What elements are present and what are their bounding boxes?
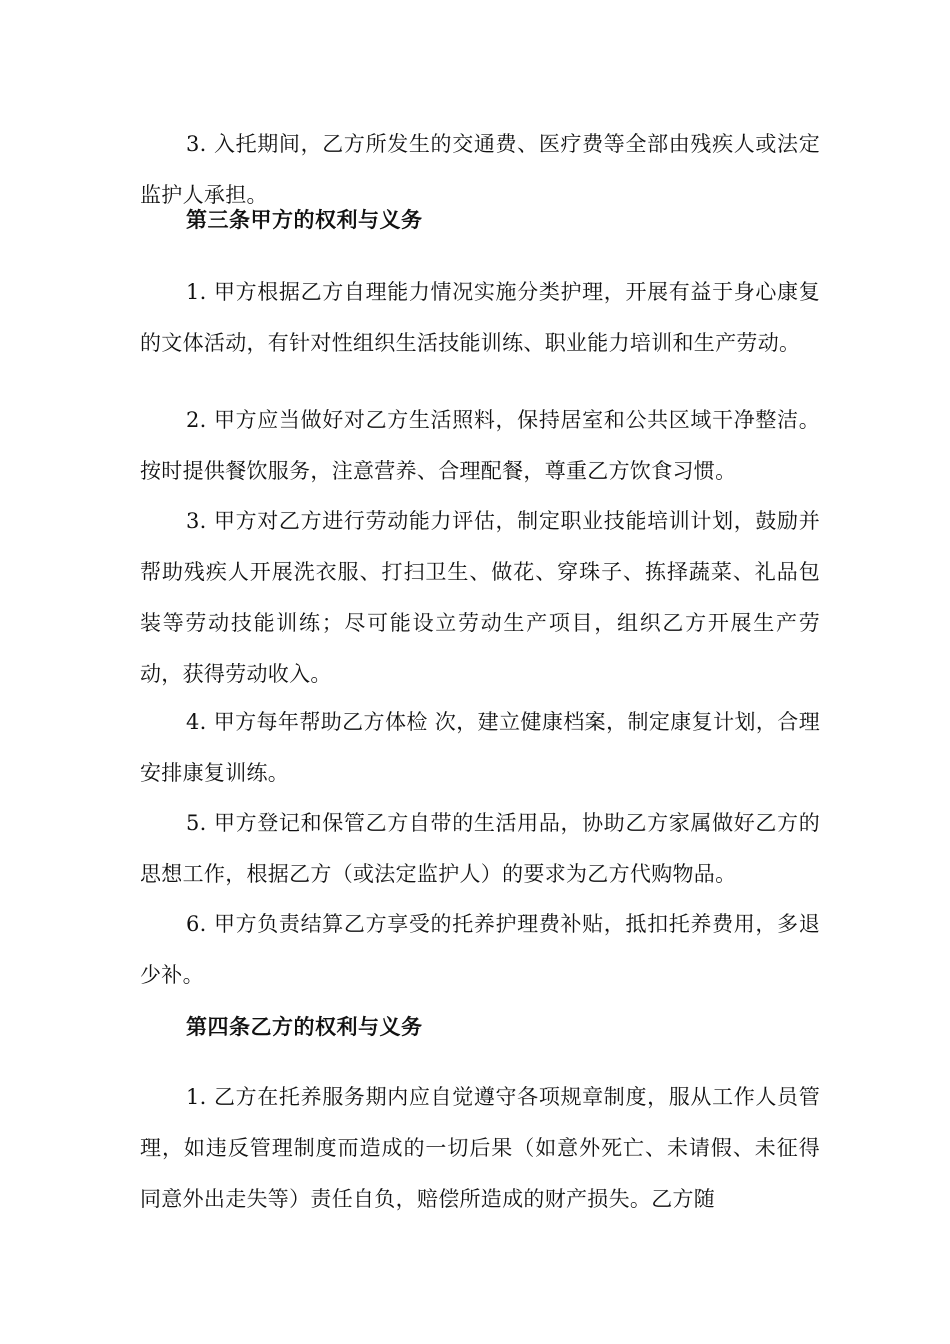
paragraph-3-3-labor: 3. 甲方对乙方进行劳动能力评估，制定职业技能培训计划，鼓励并帮助残疾人开展洗衣服、打扫卫生、做花、穿珠子、拣择蔬菜、礼品包装等劳动技能训练；尽可能设立劳动生产项目，组织乙方开展生产劳动，获得劳动收入。: [140, 509, 820, 686]
paragraph-3-4-health: 4. 甲方每年帮助乙方体检 次，建立健康档案，制定康复计划，合理安排康复训练。: [140, 710, 820, 785]
paragraph-3-1-care: 1. 甲方根据乙方自理能力情况实施分类护理，开展有益于身心康复的文体活动，有针对性组织生活技能训练、职业能力培训和生产劳动。: [140, 280, 820, 355]
paragraph-4-1-rules: 1. 乙方在托养服务期内应自觉遵守各项规章制度，服从工作人员管理，如违反管理制度而造成的一切后果（如意外死亡、未请假、未征得同意外出走失等）责任自负，赔偿所造成的财产损失。乙方随: [140, 1085, 820, 1211]
paragraph-3-5-belongings: 5. 甲方登记和保管乙方自带的生活用品，协助乙方家属做好乙方的思想工作，根据乙方（或法定监护人）的要求为乙方代购物品。: [140, 811, 820, 886]
heading-article-4: 第四条乙方的权利与义务: [186, 1015, 423, 1039]
paragraph-3-2-living: 2. 甲方应当做好对乙方生活照料，保持居室和公共区域干净整洁。按时提供餐饮服务，注意营养、合理配餐，尊重乙方饮食习惯。: [140, 408, 820, 483]
paragraph-3-6-subsidy: 6. 甲方负责结算乙方享受的托养护理费补贴，抵扣托养费用，多退少补。: [140, 912, 820, 987]
paragraph-2-3-expenses: 3. 入托期间，乙方所发生的交通费、医疗费等全部由残疾人或法定监护人承担。: [140, 132, 820, 207]
heading-article-3: 第三条甲方的权利与义务: [186, 208, 423, 232]
